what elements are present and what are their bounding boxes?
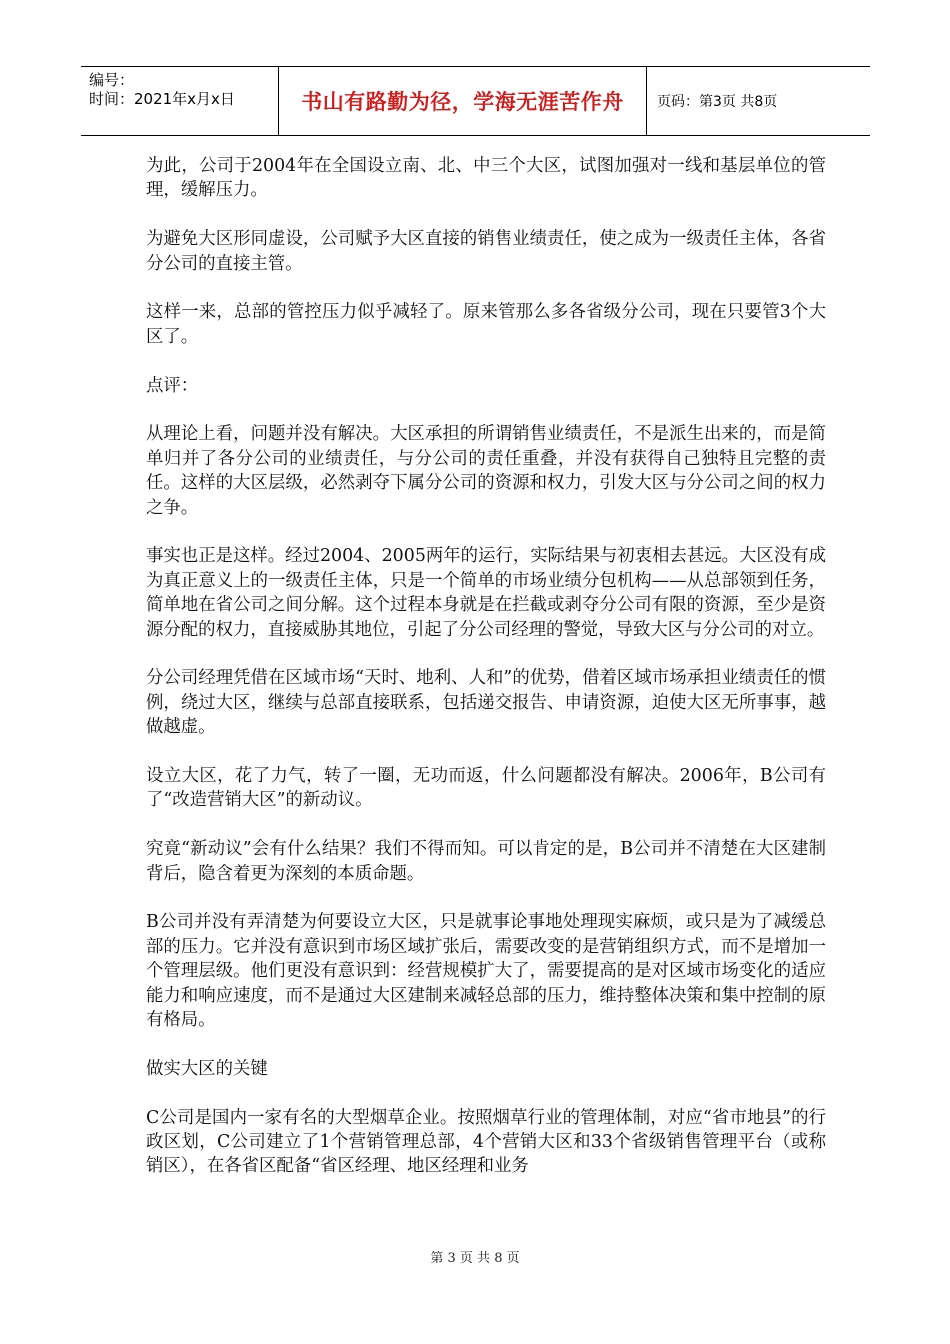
paragraph: 设立大区，花了力气，转了一圈，无功而返，什么问题都没有解决。2006年，B公司有了“改造营销大区”的新动议。: [146, 766, 826, 811]
paragraph: 为避免大区形同虚设，公司赋予大区直接的销售业绩责任，使之成为一级责任主体，各省分公司的直接主管。: [146, 229, 826, 274]
section-label: 点评：: [146, 375, 199, 396]
header-page-info: 页码：第3页 共8页: [657, 94, 778, 110]
paragraph: 究竟“新动议”会有什么结果？我们不得而知。可以肯定的是，B公司并不清楚在大区建制背后，隐含着更为深刻的本质命题。: [146, 839, 826, 884]
paragraph: 为此，公司于2004年在全国设立南、北、中三个大区，试图加强对一线和基层单位的管理，缓解压力。: [146, 156, 826, 201]
paragraph: 分公司经理凭借在区域市场“天时、地利、人和”的优势，借着区域市场承担业绩责任的惯例，绕过大区，继续与总部直接联系，包括递交报告、申请资源，迫使大区无所事事，越做越虚。: [146, 668, 826, 738]
document-date-label: 时间：2021年x月x日: [89, 90, 235, 108]
page-footer: 第 3 页 共 8 页: [430, 1251, 520, 1266]
header-motto: 书山有路勤为径，学海无涯苦作舟: [279, 67, 647, 135]
paragraph: 这样一来，总部的管控压力似乎减轻了。原来管那么多各省级分公司，现在只要管3个大区了。: [146, 302, 826, 347]
header-meta: [81, 67, 279, 135]
paragraph: C公司是国内一家有名的大型烟草企业。按照烟草行业的管理体制，对应“省市地县”的行政区划，C公司建立了1个营销管理总部，4个营销大区和33个省级销售管理平台（或称销区），在各省区配备“省区经理、地区经理和业务: [146, 1107, 826, 1177]
document-body: [146, 154, 826, 1203]
page-header: [81, 66, 870, 136]
document-number-label: 编号：: [89, 71, 135, 89]
paragraph: B公司并没有弄清楚为何要设立大区，只是就事论事地处理现实麻烦，或只是为了减缓总部的压力。它并没有意识到市场区域扩张后，需要改变的是营销组织方式，而不是增加一个管理层级。他们更没有意识到：经营规模扩大了，需要提高的是对区域市场变化的适应能力和响应速度，而不是通过大区建制来减轻总部的压力，维持整体决策和集中控制的原有格局。: [146, 912, 826, 1031]
paragraph: 事实也正是这样。经过2004、2005两年的运行，实际结果与初衷相去甚远。大区没有成为真正意义上的一级责任主体，只是一个简单的市场业绩分包机构——从总部领到任务，简单地在省公司之间分解。这个过程本身就是在拦截或剥夺分公司有限的资源，至少是资源分配的权力，直接威胁其地位，引起了分公司经理的警觉，导致大区与分公司的对立。: [146, 546, 826, 640]
section-heading: 做实大区的关键: [146, 1058, 268, 1079]
paragraph: 从理论上看，问题并没有解决。大区承担的所谓销售业绩责任，不是派生出来的，而是简单归并了各分公司的业绩责任，与分公司的责任重叠，并没有获得自己独特且完整的责任。这样的大区层级，必然剥夺下属分公司的资源和权力，引发大区与分公司之间的权力之争。: [146, 424, 826, 518]
